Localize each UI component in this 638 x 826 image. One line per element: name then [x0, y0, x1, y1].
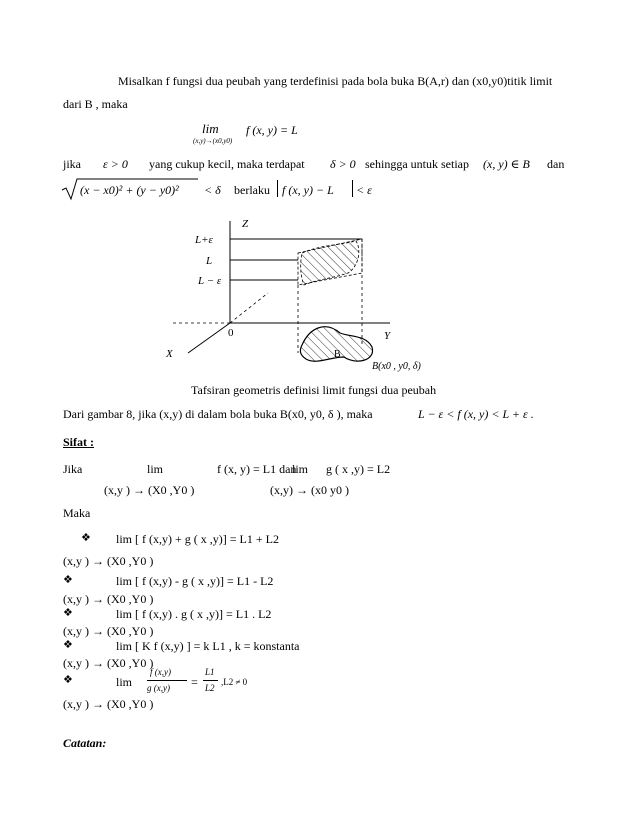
cond-mid-1: yang cukup kecil, maka terdapat: [149, 157, 305, 171]
catatan-heading: Catatan:: [63, 736, 107, 750]
bullet-diamond-icon: ❖: [63, 573, 73, 586]
origin-label: 0: [228, 327, 234, 339]
ball-label: B(x0 , y0, δ): [372, 361, 421, 372]
abs-expression: f (x, y) − L: [282, 183, 334, 197]
z-label: Z: [242, 218, 249, 230]
property-5-equals: =: [191, 675, 198, 689]
cond-xy-in-b: (x, y) ∈ B: [483, 157, 530, 171]
property-5-denominator-2: L2: [205, 683, 215, 693]
cond-delta: δ > 0: [330, 157, 356, 171]
sifat-sub-2: (x,y) → (x0 y0 ): [270, 483, 349, 497]
property-5-numerator: f (x,y): [150, 667, 171, 677]
intro-line-2: dari B , maka: [63, 97, 128, 111]
property-4-formula: lim [ K f (x,y) ] = k L1 , k = konstanta: [116, 639, 300, 653]
cond-mid-2: sehingga untuk setiap: [365, 157, 469, 171]
limit-expression: f (x, y) = L: [246, 123, 298, 137]
cond-berlaku: berlaku: [234, 183, 270, 197]
bullet-diamond-icon: ❖: [81, 531, 91, 544]
property-5-condition: ,L2 ≠ 0: [221, 677, 248, 687]
sifat-g-eq: g ( x ,y) = L2: [326, 462, 391, 476]
sqrt-expression: (x − x0)² + (y − y0)²: [80, 183, 179, 197]
property-2-under: (x,y ) → (X0 ,Y0 ): [63, 592, 154, 606]
limit-figure: [150, 205, 450, 380]
figure-caption: Tafsiran geometris definisi limit fungsi dua peubah: [191, 383, 437, 397]
bullet-diamond-icon: ❖: [63, 606, 73, 619]
fraction-bar: [147, 680, 187, 681]
fraction-bar-2: [203, 680, 218, 681]
sifat-heading: Sifat :: [63, 435, 94, 449]
sifat-f-eq: f (x, y) = L1 dan: [217, 462, 297, 476]
limit-lim: lim: [202, 121, 219, 136]
l-label: L: [206, 255, 213, 267]
property-5-under: (x,y ) → (X0 ,Y0 ): [63, 697, 154, 711]
abs-bar-left: [277, 180, 278, 197]
intro-line-1: Misalkan f fungsi dua peubah yang terdefinisi pada bola buka B(A,r) dan (x0,y0)titik limit: [118, 74, 553, 88]
limit-subscript: (x,y)→(x0,y0): [193, 137, 233, 145]
x-axis: [188, 323, 230, 353]
abs-bar-right: [352, 180, 353, 197]
property-3-under: (x,y ) → (X0 ,Y0 ): [63, 624, 154, 638]
bullet-diamond-icon: ❖: [63, 673, 73, 686]
x-label: X: [166, 348, 173, 360]
property-5-denominator: g (x,y): [147, 683, 170, 693]
surface-patch: [301, 241, 359, 285]
property-1-under: (x,y ) → (X0 ,Y0 ): [63, 554, 154, 568]
after-figure-inequality: L − ε < f (x, y) < L + ε .: [418, 407, 534, 421]
sifat-lim-1: lim: [147, 462, 164, 476]
l-minus-label: L − ε: [198, 275, 222, 287]
property-1-formula: lim [ f (x,y) + g ( x ,y)] = L1 + L2: [116, 532, 279, 546]
abs-lt-eps: < ε: [356, 183, 372, 197]
sifat-jika: Jika: [63, 462, 83, 476]
sqrt-lt-delta: < δ: [204, 183, 221, 197]
sifat-maka: Maka: [63, 506, 91, 520]
cond-eps: ε > 0: [103, 157, 128, 171]
property-4-under: (x,y ) → (X0 ,Y0 ): [63, 656, 154, 670]
sifat-lim-2: lim: [292, 462, 309, 476]
property-5-lim: lim: [116, 675, 133, 689]
cond-jika: jika: [63, 157, 81, 171]
y-label: Y: [384, 330, 391, 342]
property-5-numerator-2: L1: [205, 667, 215, 677]
bullet-diamond-icon: ❖: [63, 638, 73, 651]
l-plus-label: L+ε: [195, 234, 213, 246]
b-label: B: [334, 349, 341, 360]
property-2-formula: lim [ f (x,y) - g ( x ,y)] = L1 - L2: [116, 574, 274, 588]
property-3-formula: lim [ f (x,y) . g ( x ,y)] = L1 . L2: [116, 607, 272, 621]
sifat-sub-1: (x,y ) → (X0 ,Y0 ): [104, 483, 195, 497]
cond-dan: dan: [547, 157, 565, 171]
after-figure-text: Dari gambar 8, jika (x,y) di dalam bola buka B(x0, y0, δ ), maka: [63, 407, 373, 421]
